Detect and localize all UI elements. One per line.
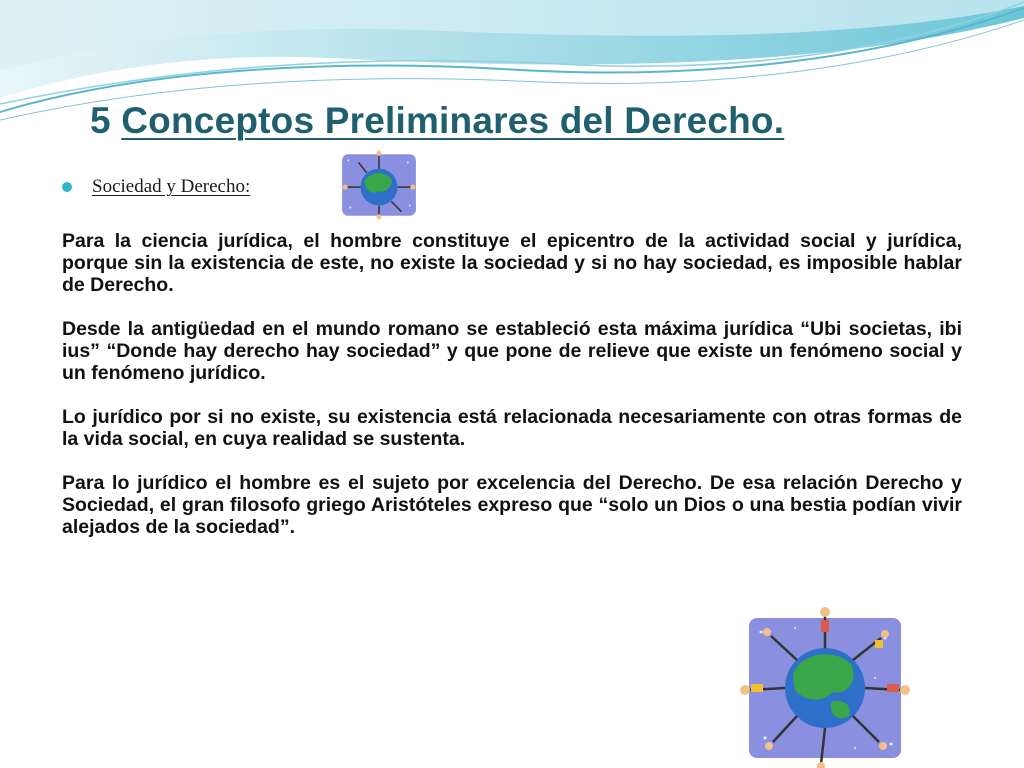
paragraph-1: Para la ciencia jurídica, el hombre constituye el epicentro de la actividad social y jurídica, porque sin la existencia de este, no existe la sociedad y si no hay sociedad, es imposible hablar de Derecho. (62, 230, 962, 296)
globe-people-icon (338, 148, 420, 220)
slide-title-text: Conceptos Preliminares del Derecho. (121, 100, 785, 141)
paragraph-2-quote: “Ubi societas, ibi ius” “Donde hay derecho hay sociedad” (62, 318, 962, 362)
paragraph-2-part-a: Desde la antigüedad en el mundo romano se estableció esta máxima jurídica (62, 318, 801, 340)
bullet-icon (62, 182, 72, 192)
subtitle-text: Sociedad y Derecho: (92, 176, 251, 197)
paragraph-3: Lo jurídico por si no existe, su existencia está relacionada necesariamente con otras formas de la vida social, en cuya realidad se sustenta. (62, 406, 962, 450)
globe-people-large-icon (734, 598, 916, 768)
paragraph-2 (62, 318, 962, 384)
slide-body (62, 230, 962, 560)
paragraph-4: Para lo jurídico el hombre es el sujeto por excelencia del Derecho. De esa relación Derecho y Sociedad, el gran filosofo griego Aristóteles expreso que “solo un Dios o una bestia podían vivir alejados de la sociedad”. (62, 472, 962, 538)
slide-title-number: 5 (90, 100, 111, 141)
slide-title (90, 100, 784, 142)
paragraph-2-part-b: y que pone de relieve que existe un fenómeno social y un fenómeno jurídico. (62, 340, 962, 384)
subtitle-row (62, 176, 264, 198)
slide-subtitle (92, 176, 264, 198)
